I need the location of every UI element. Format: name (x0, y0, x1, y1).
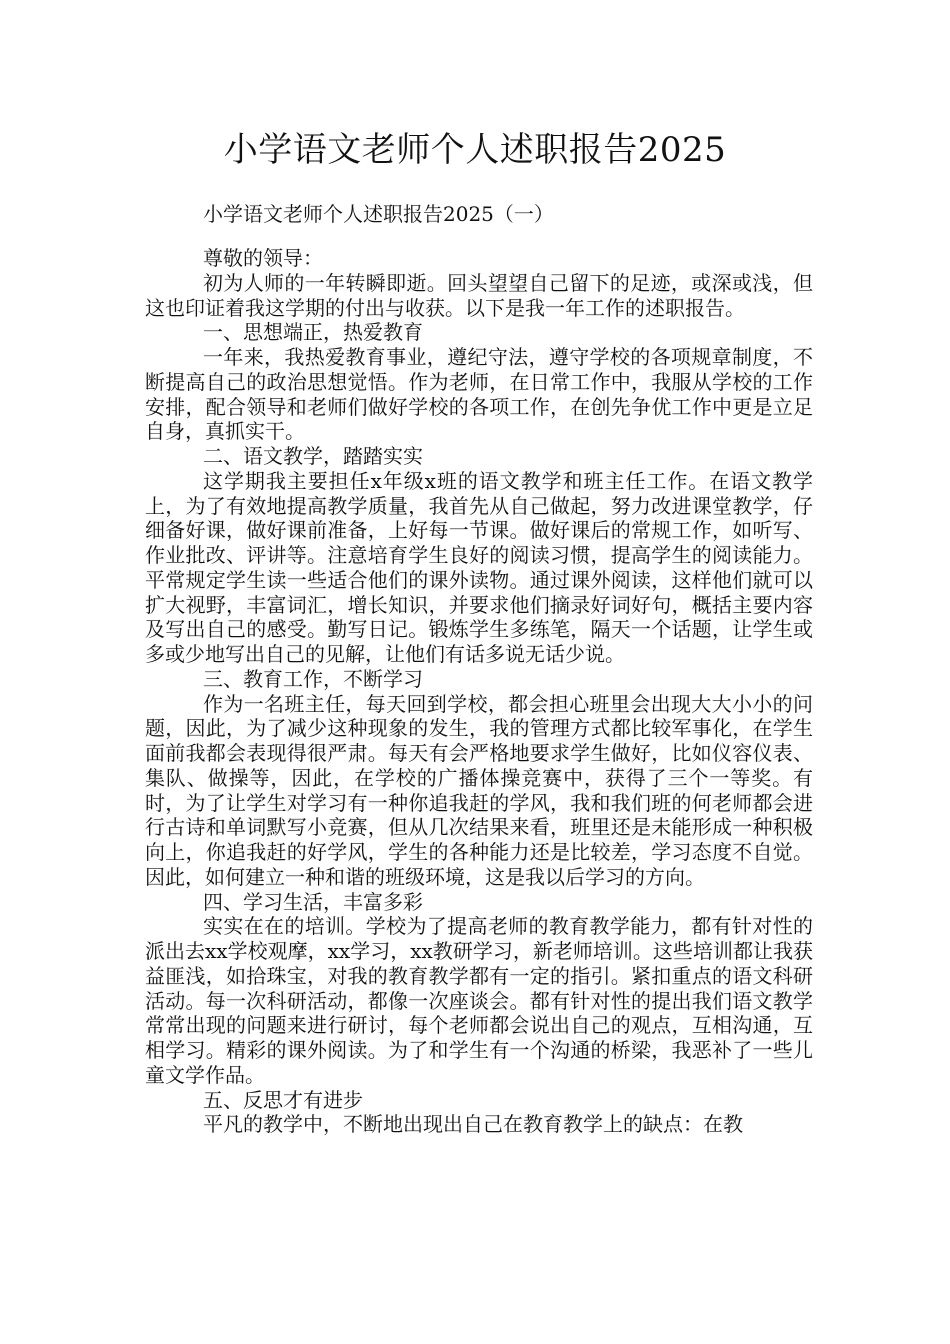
intro-paragraph: 初为人师的一年转瞬即逝。回头望望自己留下的足迹，或深或浅，但这也印证着我这学期的付出与收获。以下是我一年工作的述职报告。 (145, 270, 813, 320)
document-subtitle: 小学语文老师个人述职报告2025（一） (203, 202, 554, 226)
section-heading-5: 五、反思才有进步 (203, 1087, 363, 1112)
section-paragraph-2: 这学期我主要担任x年级x班的语文教学和班主任工作。在语文教学上，为了有效地提高教学质量，我首先从自己做起，努力改进课堂教学，仔细备好课，做好课前准备，上好每一节课。做好课后的常规工作，如听写、作业批改、评讲等。注意培育学生良好的阅读习惯，提高学生的阅读能力。平常规定学生读一些适合他们的课外读物。通过课外阅读，这样他们就可以扩大视野，丰富词汇，增长知识，并要求他们摘录好词好句，概括主要内容及写出自己的感受。勤写日记。锻炼学生多练笔，隔天一个话题，让学生或多或少地写出自己的见解，让他们有话多说无话少说。 (145, 468, 813, 666)
document-title: 小学语文老师个人述职报告2025 (223, 130, 727, 170)
section-heading-3: 三、教育工作，不断学习 (203, 666, 423, 691)
salutation: 尊敬的领导： (203, 246, 323, 270)
section-heading-2: 二、语文教学，踏踏实实 (203, 444, 423, 468)
section-paragraph-4: 实实在在的培训。学校为了提高老师的教育教学能力，都有针对性的派出去xx学校观摩，xx学习，xx教研学习，新老师培训。这些培训都让我获益匪浅，如拾珠宝，对我的教育教学都有一定的指引。紧扣重点的语文科研活动。每一次科研活动，都像一次座谈会。都有针对性的提出我们语文教学常常出现的问题来进行研讨，每个老师都会说出自己的观点，互相沟通，互相学习。精彩的课外阅读。为了和学生有一个沟通的桥梁，我恶补了一些儿童文学作品。 (145, 914, 813, 1087)
section-heading-1: 一、思想端正，热爱教育 (203, 320, 423, 345)
document-body (145, 246, 813, 1137)
section-heading-4: 四、学习生活，丰富多彩 (203, 889, 423, 914)
section-paragraph-3: 作为一名班主任，每天回到学校，都会担心班里会出现大大小小的问题，因此，为了减少这种现象的发生，我的管理方式都比较军事化，在学生面前我都会表现得很严肃。每天有会严格地要求学生做好，比如仪容仪表、集队、做操等，因此，在学校的广播体操竞赛中，获得了三个一等奖。有时，为了让学生对学习有一种你追我赶的学风，我和我们班的何老师都会进行古诗和单词默写小竞赛，但从几次结果来看，班里还是未能形成一种积极向上，你追我赶的好学风，学生的各种能力还是比较差，学习态度不自觉。因此，如何建立一种和谐的班级环境，这是我以后学习的方向。 (145, 691, 813, 889)
section-paragraph-1: 一年来，我热爱教育事业，遵纪守法，遵守学校的各项规章制度，不断提高自己的政治思想觉悟。作为老师，在日常工作中，我服从学校的工作安排，配合领导和老师们做好学校的各项工作，在创先争优工作中更是立足自身，真抓实干。 (145, 345, 813, 444)
section-paragraph-5: 平凡的教学中，不断地出现出自己在教育教学上的缺点：在教 (203, 1112, 743, 1137)
